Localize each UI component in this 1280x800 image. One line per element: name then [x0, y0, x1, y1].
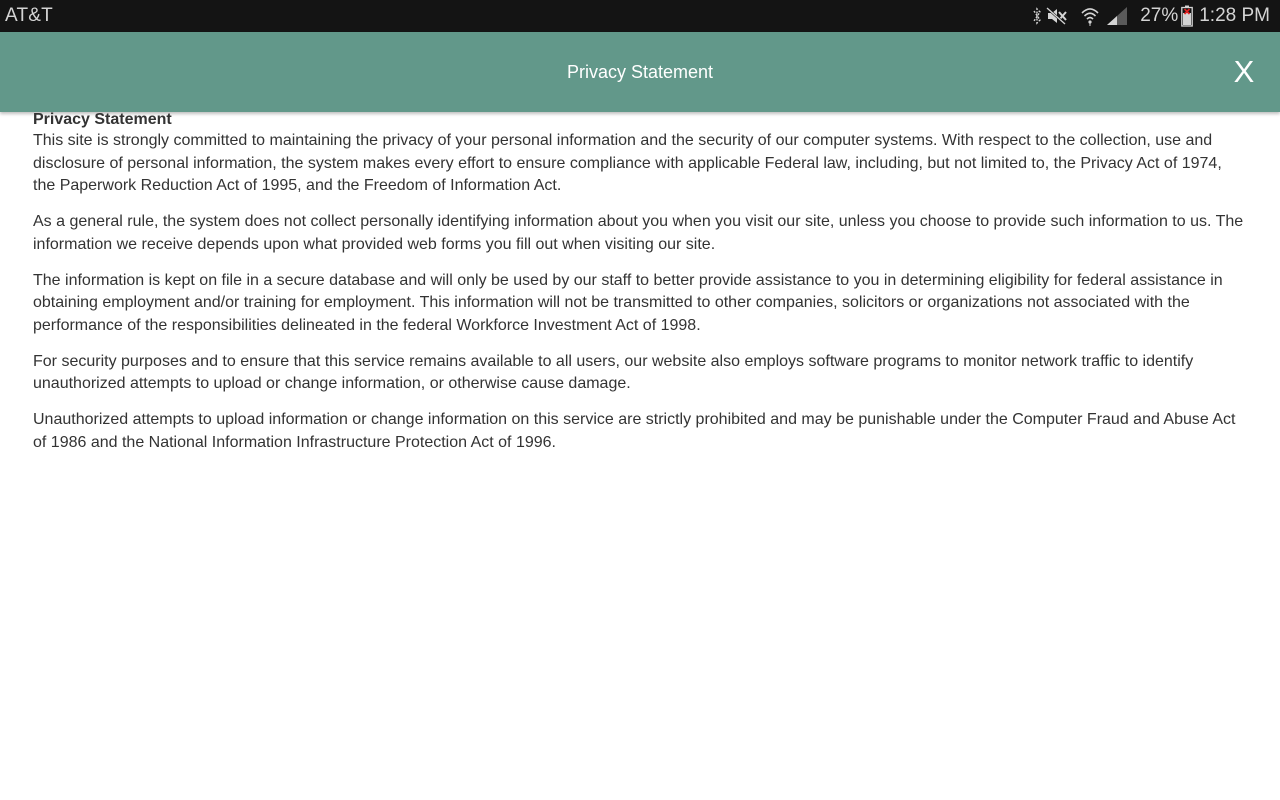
carrier-name: AT&T	[5, 5, 53, 26]
clock: 1:28 PM	[1199, 5, 1270, 26]
bluetooth-icon	[1032, 6, 1042, 26]
status-bar	[0, 0, 1280, 32]
status-icons	[1032, 5, 1270, 27]
paragraph: Unauthorized attempts to upload information or change information on this service are strictly prohibited and may be punishable under the Computer Fraud and Abuse Act of 1986 and the National Information Infrastructure Protection Act of 1996.	[33, 411, 1236, 451]
app-header	[0, 32, 1280, 112]
paragraph: The information is kept on file in a secure database and will only be used by our staff to better provide assistance to you in determining eligibility for federal assistance in obtaining employment and/or training for employment. This information will not be transmitted to other companies, solicitors or organizations not associated with the performance of the responsibilities delineated in the federal Workforce Investment Act of 1998.	[33, 271, 1223, 334]
paragraph: For security purposes and to ensure that this service remains available to all users, our website also employs software programs to monitor network traffic to identify unauthorized attempts to upload or change information, or otherwise cause damage.	[33, 352, 1194, 392]
close-button[interactable]: X	[1233, 54, 1255, 89]
page-title: Privacy Statement	[566, 62, 714, 82]
battery-percent: 27%	[1140, 5, 1179, 26]
content-heading: Privacy Statement	[33, 111, 172, 128]
battery-icon	[1181, 5, 1193, 27]
cell-signal-icon	[1106, 6, 1128, 26]
mute-icon	[1046, 6, 1068, 26]
paragraph: This site is strongly committed to maintaining the privacy of your personal information and the security of our computer systems. With respect to the collection, use and disclosure of personal information, the system makes every effort to ensure compliance with applicable Federal law, including, but not limited to, the Privacy Act of 1974, the Paperwork Reduction Act of 1995, and the Freedom of Information Act.	[33, 132, 1222, 194]
paragraph: As a general rule, the system does not collect personally identifying information about you when you visit our site, unless you choose to provide such information to us. The information we receive depends upon what provided web forms you fill out when visiting our site.	[33, 213, 1244, 253]
privacy-content	[33, 110, 1248, 468]
wifi-icon	[1080, 6, 1100, 26]
